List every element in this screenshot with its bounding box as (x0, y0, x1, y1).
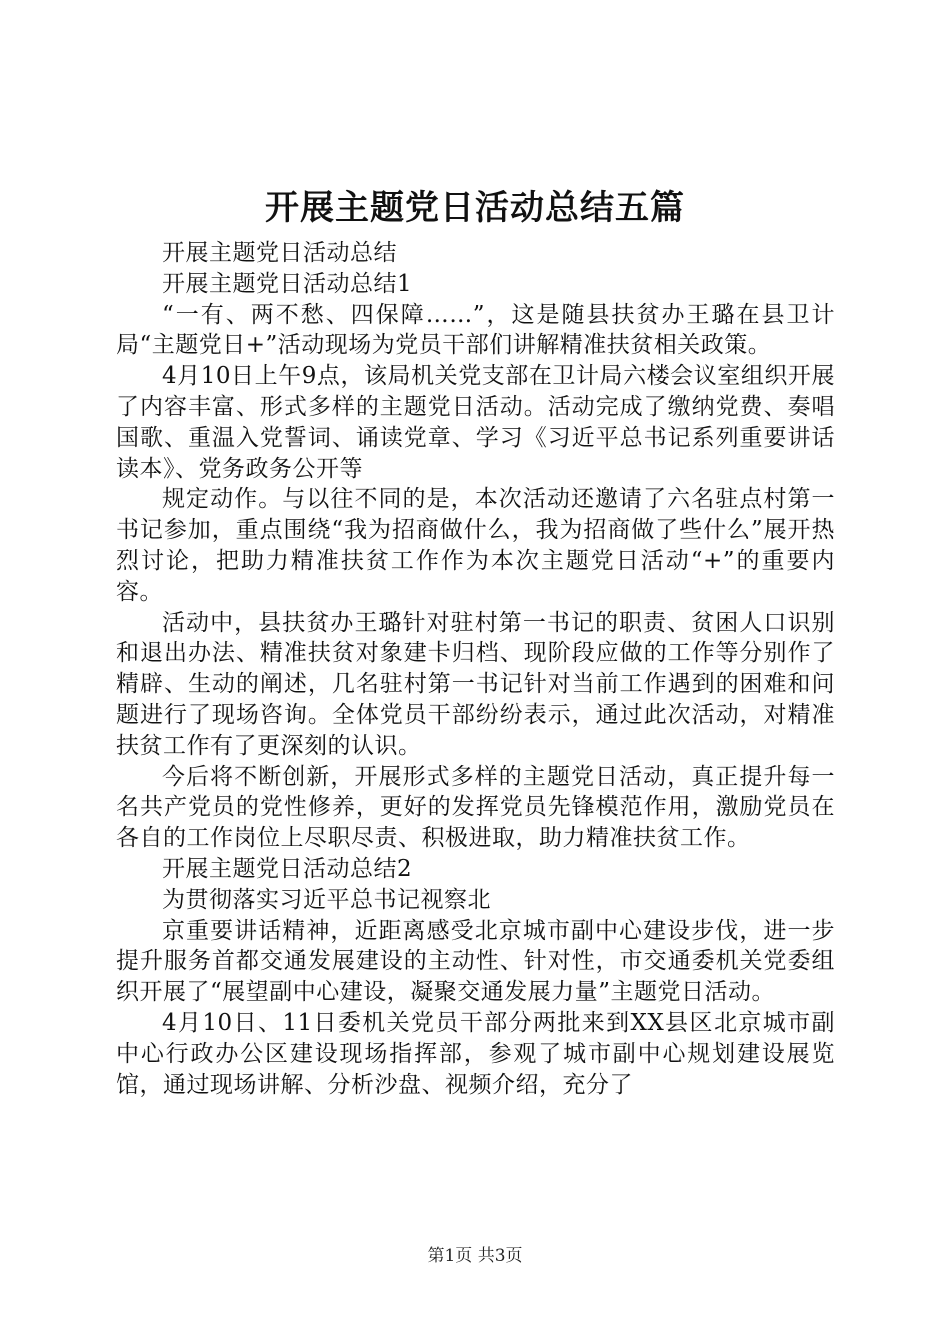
paragraph: “一有、两不愁、四保障……”，这是随县扶贫办王璐在县卫计局“主题党日+”活动现场为党员干部们讲解精准扶贫相关政策。 (116, 301, 835, 359)
document-title: 开展主题党日活动总结五篇 (265, 188, 685, 228)
paragraph: 京重要讲话精神，近距离感受北京城市副中心建设步伐，进一步提升服务首都交通发展建设的主动性、针对性，市交通委机关党委组织开展了“展望副中心建设，凝聚交通发展力量”主题党日活动。 (116, 917, 835, 1006)
paragraph: 为贯彻落实习近平总书记视察北 (162, 886, 491, 913)
page-number: 第1页 共3页 (427, 1246, 523, 1266)
paragraph: 开展主题党日活动总结 (162, 240, 397, 266)
paragraph: 4月10日、11日委机关党员干部分两批来到XX县区北京城市副中心行政办公区建设现场指挥部，参观了城市副中心规划建设展览馆，通过现场讲解、分析沙盘、视频介绍，充分了 (116, 1009, 835, 1098)
paragraph: 活动中，县扶贫办王璐针对驻村第一书记的职责、贫困人口识别和退出办法、精准扶贫对象建卡归档、现阶段应做的工作等分别作了精辟、生动的阐述，几名驻村第一书记针对当前工作遇到的困难和问题进行了现场咨询。全体党员干部纷纷表示，通过此次活动，对精准扶贫工作有了更深刻的认识。 (116, 609, 835, 759)
document-body (116, 238, 835, 1100)
paragraph: 4月10日上午9点，该局机关党支部在卫计局六楼会议室组织开展了内容丰富、形式多样的主题党日活动。活动完成了缴纳党费、奏唱国歌、重温入党誓词、诵读党章、学习《习近平总书记系列重要讲话读本》、党务政务公开等 (116, 363, 835, 482)
paragraph: 开展主题党日活动总结2 (162, 855, 413, 882)
paragraph: 开展主题党日活动总结1 (162, 270, 413, 297)
paragraph: 规定动作。与以往不同的是，本次活动还邀请了六名驻点村第一书记参加，重点围绕“我为招商做什么，我为招商做了些什么”展开热烈讨论，把助力精准扶贫工作作为本次主题党日活动“+”的重要内容。 (116, 486, 835, 605)
paragraph: 今后将不断创新，开展形式多样的主题党日活动，真正提升每一名共产党员的党性修养，更好的发挥党员先锋模范作用，激励党员在各自的工作岗位上尽职尽责、积极进取，助力精准扶贫工作。 (116, 763, 835, 852)
